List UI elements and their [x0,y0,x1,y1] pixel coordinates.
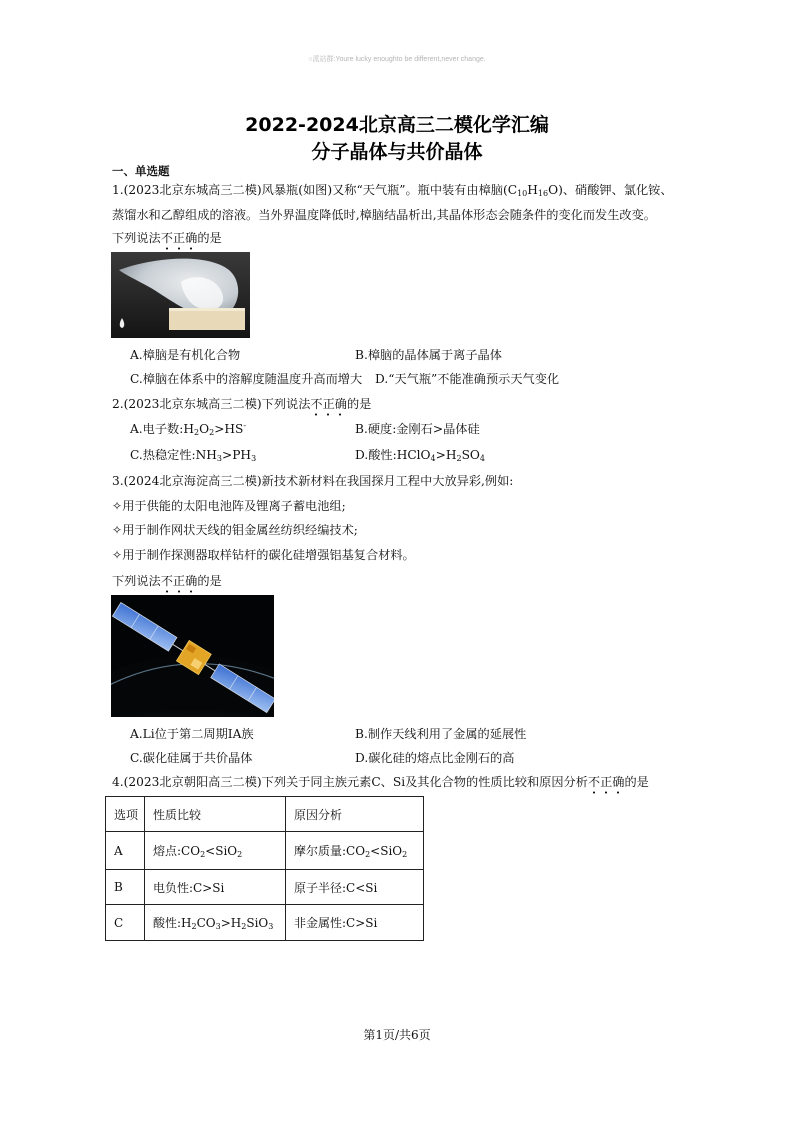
q3-line1: 3.(2024北京海淀高三二模)新技术新材料在我国探月工程中大放异彩,例如: [112,474,514,488]
page-footer: 第1页/共6页 [363,1028,431,1042]
q1-line1: 1.(2023北京东城高三二模)风暴瓶(如图)又称“天气瓶”。瓶中装有由樟脑$(C_{10}H_{16}O)$、硝酸钾、氯化铵、 [112,183,673,198]
table-header-row [106,797,424,832]
table-cell-option: B [106,870,145,905]
table-cell-reason: 原子半径:C<Si [286,870,424,905]
section-heading: 一、单选题 [112,164,170,178]
q4-stem: 4.(2023北京朝阳高三二模)下列关于同主族元素C、Si及其化合物的性质比较和原因分析不正确 的是 [112,773,649,790]
q3-bullet-3: ✧用于制作探测器取样钻杆的碳化硅增强铝基复合材料。 [112,548,415,562]
page-title: 2022-2024北京高三二模化学汇编 [245,114,549,136]
table-row [106,832,424,870]
q1-line2: 蒸馏水和乙醇组成的溶液。当外界温度降低时,樟脑结晶析出,其晶体形态会随条件的变化而发生改变。 [112,208,656,222]
watermark: ○派站群:Youre lucky enoughto be different,never change. [308,56,486,63]
q2-option-b[interactable]: B.硬度:金刚石>晶体硅 [355,422,480,436]
q3-bullet-1: ✧用于供能的太阳电池阵及锂离子蓄电池组; [112,499,346,513]
comparison-table [105,796,424,941]
storm-glass-photo [111,252,250,338]
table-cell-option: C [106,905,145,941]
q1-option-d[interactable]: D.“天气瓶”不能准确预示天气变化 [375,372,560,386]
table-header: 选项 [106,797,145,832]
table-header: 性质比较 [145,797,286,832]
table-cell-reason: 非金属性:C>Si [286,905,424,941]
table-cell-comparison: 酸性$:H_2CO_3>H_2SiO_3$ [145,905,286,941]
q1-option-b[interactable]: B.樟脑的晶体属于离子晶体 [355,348,502,362]
page-subtitle: 分子晶体与共价晶体 [311,141,483,163]
q3-stem: 下列说法不正确 的是 [112,572,222,589]
table-cell-comparison: 熔点$:CO_2<SiO_2$ [145,832,286,870]
q1-option-a[interactable]: A.樟脑是有机化合物 [130,348,241,362]
table-row [106,905,424,941]
q2-option-a[interactable]: A.电子数$:H_2O_2>HS^-$ [130,420,247,437]
table-cell-comparison: 电负性:C>Si [145,870,286,905]
q3-option-a[interactable]: A.Li位于第二周期IA族 [130,727,254,741]
satellite-photo [111,595,274,717]
q2-option-c[interactable]: C.热稳定性$:NH_3>PH_3$ [130,448,257,463]
q2-option-d[interactable]: D.酸性$:HClO_4>H_2SO_4$ [355,448,486,463]
q3-option-c[interactable]: C.碳化硅属于共价晶体 [130,751,253,765]
q1-stem: 下列说法不正确 的是 [112,229,222,246]
table-row [106,870,424,905]
q1-option-c[interactable]: C.樟脑在体系中的溶解度随温度升高而增大 [130,372,363,386]
table-cell-option: A [106,832,145,870]
table-header: 原因分析 [286,797,424,832]
table-cell-reason: 摩尔质量$:CO_2<SiO_2$ [286,832,424,870]
q3-option-b[interactable]: B.制作天线利用了金属的延展性 [355,727,527,741]
q3-bullet-2: ✧用于制作网状天线的钼金属丝纺织经编技术; [112,523,358,537]
q3-option-d[interactable]: D.碳化硅的熔点比金刚石的高 [355,751,515,765]
q2-stem: 2.(2023北京东城高三二模)下列说法不正确 的是 [112,395,371,412]
